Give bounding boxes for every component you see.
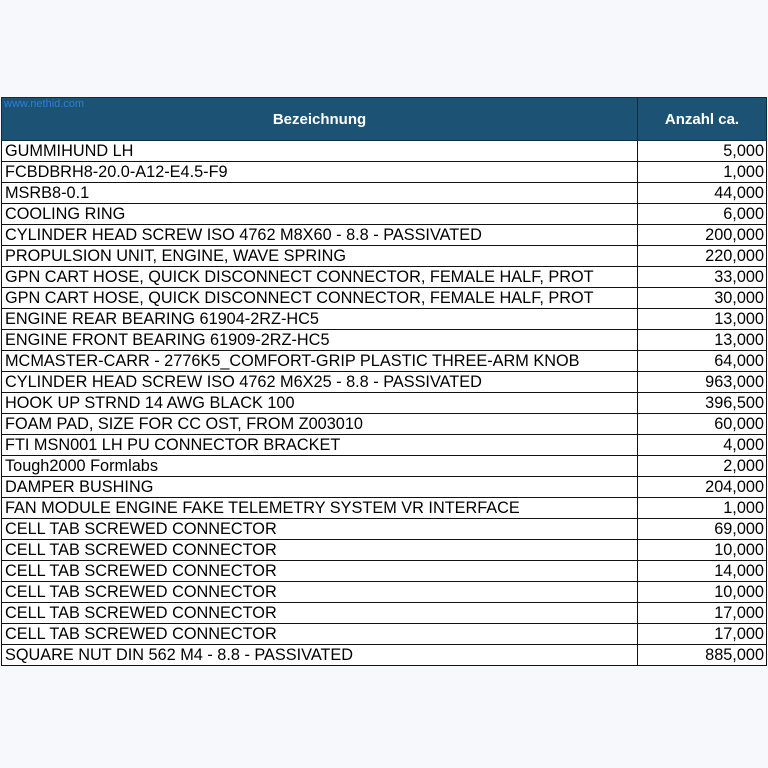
cell-anzahl: 44,000 (638, 183, 767, 204)
cell-bezeichnung: MCMASTER-CARR - 2776K5_COMFORT-GRIP PLASTIC THREE-ARM KNOB (2, 351, 638, 372)
cell-bezeichnung: HOOK UP STRND 14 AWG BLACK 100 (2, 393, 638, 414)
cell-bezeichnung: COOLING RING (2, 204, 638, 225)
cell-bezeichnung: CELL TAB SCREWED CONNECTOR (2, 540, 638, 561)
cell-bezeichnung: FOAM PAD, SIZE FOR CC OST, FROM Z003010 (2, 414, 638, 435)
table-body (2, 141, 767, 666)
table-row (2, 204, 767, 225)
cell-anzahl: 885,000 (638, 645, 767, 666)
cell-bezeichnung: CELL TAB SCREWED CONNECTOR (2, 603, 638, 624)
cell-anzahl: 1,000 (638, 498, 767, 519)
cell-anzahl: 2,000 (638, 456, 767, 477)
table-row (2, 351, 767, 372)
cell-anzahl: 13,000 (638, 330, 767, 351)
table-row (2, 561, 767, 582)
table-row (2, 435, 767, 456)
cell-anzahl: 204,000 (638, 477, 767, 498)
cell-anzahl: 1,000 (638, 162, 767, 183)
cell-bezeichnung: PROPULSION UNIT, ENGINE, WAVE SPRING (2, 246, 638, 267)
cell-anzahl: 10,000 (638, 582, 767, 603)
cell-anzahl: 200,000 (638, 225, 767, 246)
cell-bezeichnung: CELL TAB SCREWED CONNECTOR (2, 561, 638, 582)
table-row (2, 477, 767, 498)
cell-anzahl: 33,000 (638, 267, 767, 288)
watermark-text: www.nethid.com (4, 98, 85, 110)
cell-anzahl: 30,000 (638, 288, 767, 309)
cell-anzahl: 60,000 (638, 414, 767, 435)
table-row (2, 603, 767, 624)
cell-bezeichnung: CELL TAB SCREWED CONNECTOR (2, 519, 638, 540)
cell-anzahl: 69,000 (638, 519, 767, 540)
cell-bezeichnung: CYLINDER HEAD SCREW ISO 4762 M6X25 - 8.8 - PASSIVATED (2, 372, 638, 393)
cell-anzahl: 13,000 (638, 309, 767, 330)
cell-bezeichnung: CYLINDER HEAD SCREW ISO 4762 M8X60 - 8.8 - PASSIVATED (2, 225, 638, 246)
table-row (2, 246, 767, 267)
header-bezeichnung (2, 98, 638, 141)
table-row (2, 330, 767, 351)
table-row (2, 498, 767, 519)
header-bezeichnung-label: Bezeichnung (272, 110, 367, 128)
table-row (2, 372, 767, 393)
cell-anzahl: 220,000 (638, 246, 767, 267)
table-row (2, 582, 767, 603)
cell-bezeichnung: FTI MSN001 LH PU CONNECTOR BRACKET (2, 435, 638, 456)
cell-bezeichnung: FCBDBRH8-20.0-A12-E4.5-F9 (2, 162, 638, 183)
parts-table (1, 97, 767, 666)
table-row (2, 225, 767, 246)
cell-bezeichnung: ENGINE FRONT BEARING 61909-2RZ-HC5 (2, 330, 638, 351)
cell-anzahl: 17,000 (638, 603, 767, 624)
cell-bezeichnung: GPN CART HOSE, QUICK DISCONNECT CONNECTOR, FEMALE HALF, PROT (2, 267, 638, 288)
table-row (2, 162, 767, 183)
table-row (2, 183, 767, 204)
cell-anzahl: 963,000 (638, 372, 767, 393)
cell-bezeichnung: DAMPER BUSHING (2, 477, 638, 498)
cell-anzahl: 14,000 (638, 561, 767, 582)
table-row (2, 519, 767, 540)
table-row (2, 414, 767, 435)
cell-anzahl: 6,000 (638, 204, 767, 225)
cell-anzahl: 4,000 (638, 435, 767, 456)
table-row (2, 309, 767, 330)
table-row (2, 540, 767, 561)
cell-bezeichnung: CELL TAB SCREWED CONNECTOR (2, 582, 638, 603)
cell-bezeichnung: ENGINE REAR BEARING 61904-2RZ-HC5 (2, 309, 638, 330)
cell-anzahl: 396,500 (638, 393, 767, 414)
cell-bezeichnung: GPN CART HOSE, QUICK DISCONNECT CONNECTOR, FEMALE HALF, PROT (2, 288, 638, 309)
cell-anzahl: 64,000 (638, 351, 767, 372)
header-anzahl: Anzahl ca. (638, 98, 767, 141)
cell-bezeichnung: Tough2000 Formlabs (2, 456, 638, 477)
table-row (2, 456, 767, 477)
table-header-row (2, 98, 767, 141)
table-row (2, 141, 767, 162)
table-row (2, 288, 767, 309)
table-row (2, 645, 767, 666)
cell-bezeichnung: GUMMIHUND LH (2, 141, 638, 162)
cell-bezeichnung: MSRB8-0.1 (2, 183, 638, 204)
cell-anzahl: 17,000 (638, 624, 767, 645)
cell-anzahl: 5,000 (638, 141, 767, 162)
cell-anzahl: 10,000 (638, 540, 767, 561)
cell-bezeichnung: SQUARE NUT DIN 562 M4 - 8.8 - PASSIVATED (2, 645, 638, 666)
cell-bezeichnung: FAN MODULE ENGINE FAKE TELEMETRY SYSTEM VR INTERFACE (2, 498, 638, 519)
cell-bezeichnung: CELL TAB SCREWED CONNECTOR (2, 624, 638, 645)
table-row (2, 624, 767, 645)
table-row (2, 267, 767, 288)
table-row (2, 393, 767, 414)
